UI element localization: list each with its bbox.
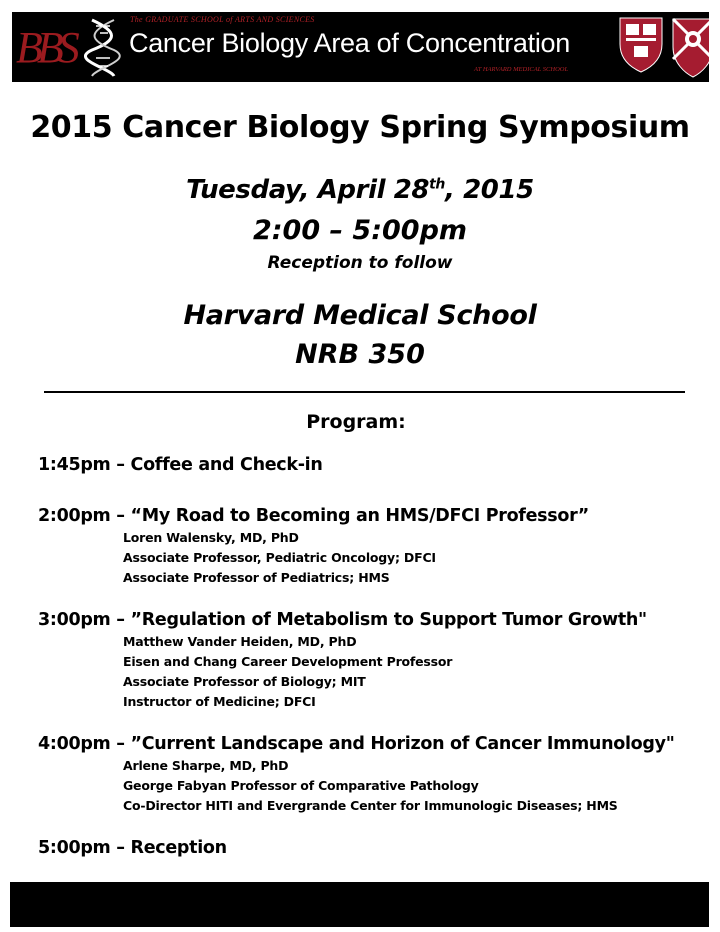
speaker-name: Arlene Sharpe, MD, PhD [123,758,289,773]
program-item-title: 3:00pm – ”Regulation of Metabolism to Support Tumor Growth" [38,610,647,630]
speaker-affiliation: Co-Director HITI and Evergrande Center for Immunologic Diseases; HMS [123,798,618,813]
event-date-main: Tuesday, April 28 [186,175,430,205]
school-name-top: The GRADUATE SCHOOL of ARTS AND SCIENCES [130,15,315,24]
divider-line [44,391,685,393]
event-venue: Harvard Medical School [183,300,537,331]
speaker-affiliation: Associate Professor of Pediatrics; HMS [123,570,390,585]
event-date-year: , 2015 [444,175,534,205]
dna-helix-icon [84,18,124,78]
bbs-logo: BBS [16,23,74,72]
event-time: 2:00 – 5:00pm [252,215,468,246]
reception-note: Reception to follow [267,253,453,273]
program-item-title: 1:45pm – Coffee and Check-in [38,455,323,475]
program-item-title: 4:00pm – ”Current Landscape and Horizon of Cancer Immunology" [38,734,675,754]
program-heading: Program: [306,411,406,433]
speaker-name: Matthew Vander Heiden, MD, PhD [123,634,357,649]
school-name-bottom: AT HARVARD MEDICAL SCHOOL [474,66,569,73]
speaker-affiliation: George Fabyan Professor of Comparative Pathology [123,778,479,793]
event-date [0,175,720,205]
banner-title: Cancer Biology Area of Concentration [129,28,570,58]
speaker-name: Loren Walensky, MD, PhD [123,530,299,545]
program-item-title: 5:00pm – Reception [38,838,227,858]
event-room: NRB 350 [295,339,425,370]
harvard-shield-icon [618,16,664,74]
hms-shield-icon [671,17,709,79]
program-item-title: 2:00pm – “My Road to Becoming an HMS/DFCI Professor” [38,506,589,526]
footer-bar [10,882,709,927]
event-date-ordinal: th [429,176,445,193]
header-banner [12,12,709,82]
speaker-affiliation: Associate Professor, Pediatric Oncology; DFCI [123,550,436,565]
speaker-affiliation: Associate Professor of Biology; MIT [123,674,366,689]
speaker-affiliation: Eisen and Chang Career Development Professor [123,654,453,669]
symposium-title: 2015 Cancer Biology Spring Symposium [30,110,690,145]
speaker-affiliation: Instructor of Medicine; DFCI [123,694,316,709]
